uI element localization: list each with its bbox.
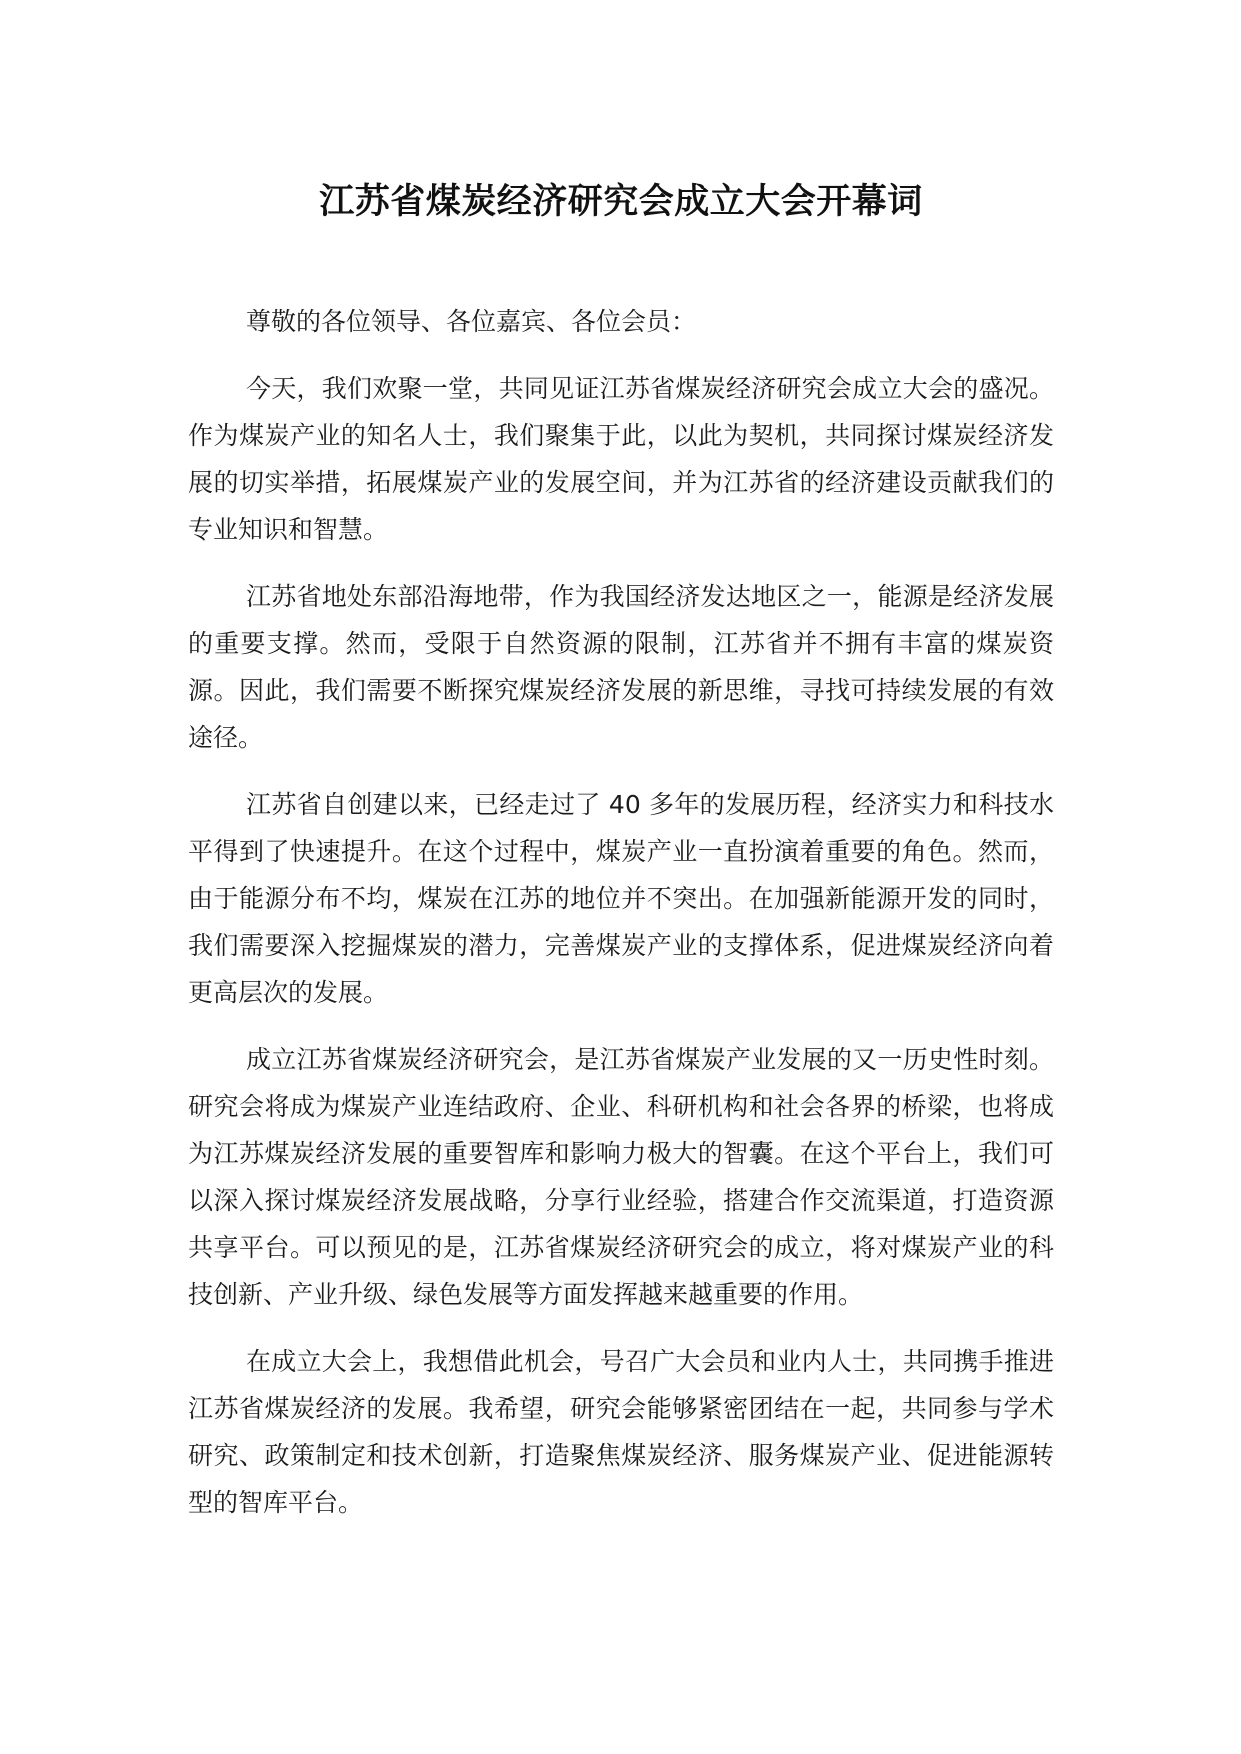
salutation: 尊敬的各位领导、各位嘉宾、各位会员： — [246, 307, 697, 336]
document-body — [188, 178, 1054, 1526]
paragraph-5: 在成立大会上，我想借此机会，号召广大会员和业内人士，共同携手推进江苏省煤炭经济的发展。我希望，研究会能够紧密团结在一起，共同参与学术研究、政策制定和技术创新，打造聚焦煤炭经济、服务煤炭产业、促进能源转型的智库平台。 — [188, 1347, 1054, 1517]
document-title: 江苏省煤炭经济研究会成立大会开幕词 — [319, 182, 923, 222]
paragraph-2: 江苏省地处东部沿海地带，作为我国经济发达地区之一，能源是经济发展的重要支撑。然而，受限于自然资源的限制，江苏省并不拥有丰富的煤炭资源。因此，我们需要不断探究煤炭经济发展的新思维，寻找可持续发展的有效途径。 — [188, 582, 1054, 752]
paragraph-3: 江苏省自创建以来，已经走过了 40 多年的发展历程，经济实力和科技水平得到了快速提升。在这个过程中，煤炭产业一直扮演着重要的角色。然而，由于能源分布不均，煤炭在江苏的地位并不突出。在加强新能源开发的同时，我们需要深入挖掘煤炭的潜力，完善煤炭产业的支撑体系，促进煤炭经济向着更高层次的发展。 — [188, 790, 1054, 1007]
paragraph-1: 今天，我们欢聚一堂，共同见证江苏省煤炭经济研究会成立大会的盛况。作为煤炭产业的知名人士，我们聚集于此，以此为契机，共同探讨煤炭经济发展的切实举措，拓展煤炭产业的发展空间，并为江苏省的经济建设贡献我们的专业知识和智慧。 — [188, 374, 1054, 544]
paragraph-4: 成立江苏省煤炭经济研究会，是江苏省煤炭产业发展的又一历史性时刻。研究会将成为煤炭产业连结政府、企业、科研机构和社会各界的桥梁，也将成为江苏煤炭经济发展的重要智库和影响力极大的智囊。在这个平台上，我们可以深入探讨煤炭经济发展战略，分享行业经验，搭建合作交流渠道，打造资源共享平台。可以预见的是，江苏省煤炭经济研究会的成立，将对煤炭产业的科技创新、产业升级、绿色发展等方面发挥越来越重要的作用。 — [188, 1045, 1054, 1309]
